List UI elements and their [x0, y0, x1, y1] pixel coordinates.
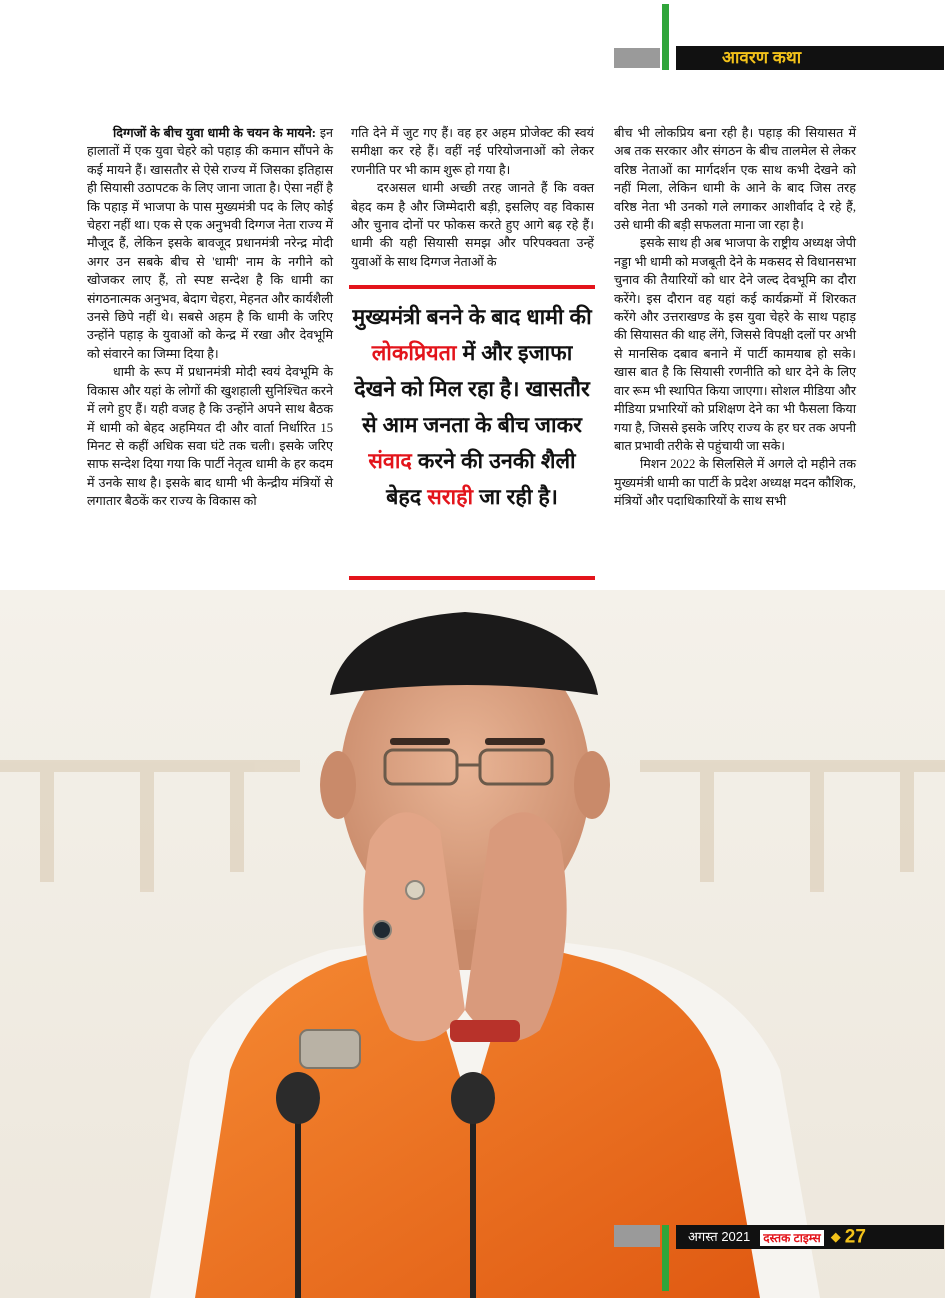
- paragraph: [87, 124, 333, 363]
- issue-date: अगस्त 2021: [688, 1229, 751, 1244]
- footer-gray-bar: [614, 1225, 660, 1247]
- subheading: दिग्गजों के बीच युवा धामी के चयन के मायने:: [113, 126, 316, 140]
- header-green-bar: [662, 4, 669, 70]
- paragraph: मिशन 2022 के सिलसिले में अगले दो महीने तक मुख्यमंत्री धामी का पार्टी के प्रदेश अध्यक्ष मदन कौशिक, मंत्रियों और पदाधिकारियों के साथ सभी: [614, 457, 856, 509]
- quote-text: करने की उनकी शैली बेहद: [386, 449, 576, 509]
- quote-highlight: संवाद: [368, 449, 412, 473]
- pull-quote: [349, 285, 595, 580]
- cover-photo: [0, 590, 945, 1298]
- section-title: आवरण कथा: [676, 46, 944, 70]
- paragraph: दरअसल धामी अच्छी तरह जानते हैं कि वक्त बेहद कम है और जिम्मेदारी बड़ी, इसलिए वह विकास और चुनाव दोनों पर फोकस करते हुए आगे बढ़ रहे हैं। धामी की यही सियासी समझ और परिपक्वता उन्हें युवाओं के साथ दिग्गज नेताओं के: [351, 181, 594, 269]
- quote-text: मुख्यमंत्री बनने के बाद धामी की: [352, 305, 592, 329]
- text-column-1: [87, 124, 333, 511]
- quote-text: में और इजाफा देखने को मिल रहा है। खासतौर से आम जनता के बीच जाकर: [354, 341, 590, 437]
- paragraph: बीच भी लोकप्रिय बना रही है। पहाड़ की सियासत में अब तक सरकार और संगठन के बीच तालमेल से लेकर वरिष्ठ नेताओं का मार्गदर्शन एक साथ कभी देखने को नहीं मिला, लेकिन धामी के आने के बाद जिस तरह वरिष्ठ नेता भी उनको गले लगाकर आशीर्वाद दे रहे हैं, उसे धामी की बड़ी सफलता माना जा रहा है।: [614, 126, 856, 233]
- header-gray-bar: [614, 48, 660, 68]
- page-number: 27: [844, 1226, 866, 1248]
- paragraph: धामी के रूप में प्रधानमंत्री मोदी स्वयं देवभूमि के विकास और यहां के लोगों की खुशहाली सुनिश्चित करने में लगे हुए हैं। यही वजह है कि उन्होंने अपने साथ बैठक में धामी को बेहद अहमियत दी और वार्ता निर्धारित 15 मिनट से कहीं अधिक सवा घंटे तक चली। इसके जरिए साफ सन्देश दिया गया कि पार्टी नेतृत्व धामी के हर कदम में उनके साथ है। इसके बाद धामी भी केन्द्रीय मंत्रियों से लगातार बैठकें कर राज्य के विकास को: [87, 365, 333, 509]
- text-column-2: [351, 124, 594, 271]
- quote-highlight: सराही: [427, 485, 474, 509]
- paragraph-text: इन हालातों में एक युवा चेहरे को पहाड़ की कमान सौंपने के कई मायने हैं। खासतौर से ऐसे राज्य में जिसका इतिहास ही सियासी उठापटक के लिए जाना जाता है। ऐसा नहीं है कि पहाड़ में भाजपा के पास मुख्यमंत्री पद के लिए कोई चेहरा नहीं था। एक से एक अनुभवी दिग्गज नेता राज्य में मौजूद हैं, लेकिन इसके बावजूद प्रधानमंत्री नरेन्द्र मोदी अगर उन सबके बीच से 'धामी' नाम के नगीने को खोजकर लाए हैं, तो स्पष्ट सन्देश है कि धामी का संगठनात्मक अनुभव, बेदाग चेहरा, मेहनत और कार्यशैली उनसे छिपे नहीं थे। सबसे अहम है कि धामी के जरिए उन्होंने पहाड़ के युवाओं को केन्द्र में रखा और देवभूमि को संवारने का जिम्मा दिया है।: [87, 126, 333, 361]
- bullet-icon: ◆: [830, 1229, 841, 1244]
- text-column-3: [614, 124, 856, 511]
- quote-text: जा रही है।: [473, 485, 558, 509]
- magazine-logo: दस्तक टाइम्स: [760, 1230, 824, 1246]
- paragraph: गति देने में जुट गए हैं। वह हर अहम प्रोजेक्ट की स्वयं समीक्षा कर रहे हैं। वहीं नई परियोजनाओं को लेकर रणनीति पर भी काम शुरू हो गया है।: [351, 126, 594, 177]
- person-greeting-illustration: [0, 590, 945, 1298]
- footer-green-bar: [662, 1225, 669, 1291]
- footer-bar: [676, 1225, 944, 1249]
- paragraph: इसके साथ ही अब भाजपा के राष्ट्रीय अध्यक्ष जेपी नड्डा भी धामी को मजबूती देने के मकसद से विधानसभा चुनाव की तैयारियों को धार देने जल्द देवभूमि का दौरा करेंगे। इस दौरान वह यहां कई कार्यक्रमों में शिरकत करेंगे और उत्तराखण्ड के इस युवा चेहरे के साथ पहाड़ की सियासत की थाह लेंगे, जिससे विपक्षी दलों पर अभी से मानसिक दबाव बनाने में पार्टी कामयाब हो सके। खास बात है कि सियासी रणनीति को धार देने के लिए वार रूम भी स्थापित किया जाएगा। सोशल मीडिया और मीडिया प्रभारियों को प्रशिक्षण देने का भी फैसला किया गया है, जिससे इसके जरिए राज्य के हर घर तक अपनी बात प्रभावी तरीके से पहुंचायी जा सके।: [614, 236, 856, 453]
- quote-highlight: लोकप्रियता: [371, 341, 457, 365]
